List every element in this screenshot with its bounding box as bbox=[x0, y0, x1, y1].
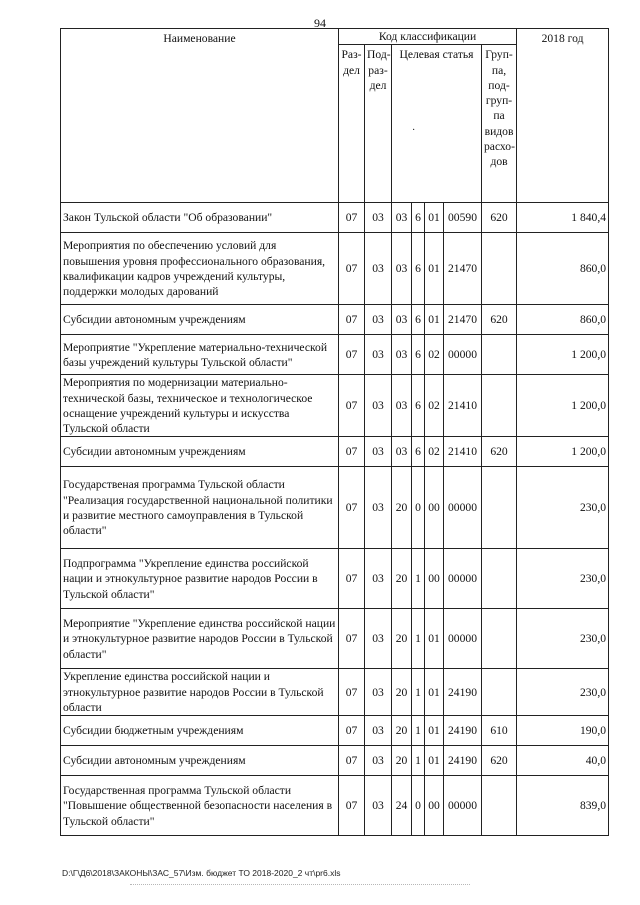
row-event-code: 01 bbox=[425, 203, 444, 233]
table-row bbox=[61, 233, 609, 305]
row-subprogram-code: 6 bbox=[412, 375, 425, 437]
row-name: Мероприятие "Укрепление единства российской нации и этнокультурное развитие народов России в Тульской области" bbox=[61, 609, 339, 669]
row-event-code: 01 bbox=[425, 233, 444, 305]
row-direction-code: 24190 bbox=[444, 669, 482, 716]
page-number: 94 bbox=[314, 16, 326, 30]
row-subprogram-code: 6 bbox=[412, 233, 425, 305]
row-direction-code: 21470 bbox=[444, 233, 482, 305]
row-subprogram-code: 6 bbox=[412, 437, 425, 467]
table-row bbox=[61, 305, 609, 335]
table-body bbox=[61, 203, 609, 836]
header-expense-type: Груп- па, под- груп- па видов расхо- дов bbox=[482, 45, 517, 203]
row-subprogram-code: 1 bbox=[412, 549, 425, 609]
table-row bbox=[61, 467, 609, 549]
row-name: Субсидии автономным учреждениям bbox=[61, 746, 339, 776]
row-program-code: 03 bbox=[392, 437, 412, 467]
row-razdel: 07 bbox=[339, 549, 365, 609]
row-direction-code: 00000 bbox=[444, 609, 482, 669]
row-expense-type bbox=[482, 609, 517, 669]
row-program-code: 03 bbox=[392, 233, 412, 305]
row-name: Субсидии бюджетным учреждениям bbox=[61, 716, 339, 746]
row-expense-type bbox=[482, 669, 517, 716]
row-program-code: 20 bbox=[392, 467, 412, 549]
row-amount: 860,0 bbox=[517, 233, 609, 305]
row-amount: 1 200,0 bbox=[517, 375, 609, 437]
row-direction-code: 00000 bbox=[444, 549, 482, 609]
row-direction-code: 21410 bbox=[444, 375, 482, 437]
row-amount: 230,0 bbox=[517, 549, 609, 609]
row-name: Мероприятие "Укрепление материально-технической базы учреждений культуры Тульской области" bbox=[61, 335, 339, 375]
row-amount: 230,0 bbox=[517, 467, 609, 549]
row-direction-code: 24190 bbox=[444, 746, 482, 776]
table-row bbox=[61, 746, 609, 776]
row-event-code: 01 bbox=[425, 609, 444, 669]
row-expense-type bbox=[482, 549, 517, 609]
header-code-group: Код классификации bbox=[339, 29, 517, 45]
row-podrazdel: 03 bbox=[365, 233, 392, 305]
row-program-code: 03 bbox=[392, 335, 412, 375]
row-podrazdel: 03 bbox=[365, 375, 392, 437]
row-podrazdel: 03 bbox=[365, 305, 392, 335]
header-year: 2018 год bbox=[517, 29, 609, 203]
row-event-code: 02 bbox=[425, 335, 444, 375]
row-amount: 40,0 bbox=[517, 746, 609, 776]
row-amount: 1 840,4 bbox=[517, 203, 609, 233]
row-event-code: 01 bbox=[425, 305, 444, 335]
row-subprogram-code: 6 bbox=[412, 305, 425, 335]
row-name: Государственная программа Тульской области "Повышение общественной безопасности населения в Тульской области" bbox=[61, 776, 339, 836]
row-razdel: 07 bbox=[339, 233, 365, 305]
header-podrazdel: Под- раз- дел bbox=[365, 45, 392, 203]
table-row bbox=[61, 609, 609, 669]
row-razdel: 07 bbox=[339, 669, 365, 716]
table-row bbox=[61, 437, 609, 467]
header-razdel: Раз- дел bbox=[339, 45, 365, 203]
row-event-code: 00 bbox=[425, 549, 444, 609]
row-subprogram-code: 6 bbox=[412, 203, 425, 233]
row-expense-type bbox=[482, 776, 517, 836]
table-row bbox=[61, 716, 609, 746]
row-podrazdel: 03 bbox=[365, 549, 392, 609]
row-podrazdel: 03 bbox=[365, 609, 392, 669]
row-direction-code: 21410 bbox=[444, 437, 482, 467]
row-program-code: 03 bbox=[392, 305, 412, 335]
row-direction-code: 00590 bbox=[444, 203, 482, 233]
row-direction-code: 21470 bbox=[444, 305, 482, 335]
row-name: Закон Тульской области "Об образовании" bbox=[61, 203, 339, 233]
row-name: Субсидии автономным учреждениям bbox=[61, 437, 339, 467]
table-row bbox=[61, 669, 609, 716]
row-program-code: 20 bbox=[392, 669, 412, 716]
row-program-code: 03 bbox=[392, 203, 412, 233]
row-podrazdel: 03 bbox=[365, 203, 392, 233]
row-razdel: 07 bbox=[339, 375, 365, 437]
row-program-code: 20 bbox=[392, 549, 412, 609]
row-event-code: 02 bbox=[425, 437, 444, 467]
table-row bbox=[61, 549, 609, 609]
row-podrazdel: 03 bbox=[365, 716, 392, 746]
row-name: Мероприятия по обеспечению условий для повышения уровня профессионального образования, квалификации кадров учреждений культуры, поддержки молодых дарований bbox=[61, 233, 339, 305]
row-razdel: 07 bbox=[339, 305, 365, 335]
row-expense-type bbox=[482, 233, 517, 305]
row-razdel: 07 bbox=[339, 467, 365, 549]
row-podrazdel: 03 bbox=[365, 467, 392, 549]
row-expense-type: 620 bbox=[482, 203, 517, 233]
header-target-article: Целевая статья bbox=[392, 45, 482, 203]
row-event-code: 00 bbox=[425, 467, 444, 549]
row-expense-type: 620 bbox=[482, 437, 517, 467]
table-row bbox=[61, 335, 609, 375]
row-amount: 1 200,0 bbox=[517, 437, 609, 467]
row-event-code: 02 bbox=[425, 375, 444, 437]
row-program-code: 24 bbox=[392, 776, 412, 836]
row-name: Подпрограмма "Укрепление единства российской нации и этнокультурное развитие народов России в Тульской области" bbox=[61, 549, 339, 609]
row-name: Укрепление единства российской нации и этнокультурное развитие народов России в Тульской области bbox=[61, 669, 339, 716]
row-program-code: 20 bbox=[392, 716, 412, 746]
table-row bbox=[61, 203, 609, 233]
row-name: Субсидии автономным учреждениям bbox=[61, 305, 339, 335]
row-direction-code: 24190 bbox=[444, 716, 482, 746]
row-expense-type: 620 bbox=[482, 746, 517, 776]
row-podrazdel: 03 bbox=[365, 776, 392, 836]
row-amount: 230,0 bbox=[517, 609, 609, 669]
row-amount: 190,0 bbox=[517, 716, 609, 746]
row-podrazdel: 03 bbox=[365, 746, 392, 776]
row-direction-code: 00000 bbox=[444, 776, 482, 836]
row-expense-type bbox=[482, 335, 517, 375]
row-subprogram-code: 0 bbox=[412, 776, 425, 836]
row-subprogram-code: 1 bbox=[412, 716, 425, 746]
row-subprogram-code: 1 bbox=[412, 746, 425, 776]
row-razdel: 07 bbox=[339, 203, 365, 233]
header-name: Наименование bbox=[61, 29, 339, 203]
footer-marks bbox=[130, 884, 470, 887]
row-subprogram-code: 1 bbox=[412, 609, 425, 669]
row-event-code: 00 bbox=[425, 776, 444, 836]
row-amount: 860,0 bbox=[517, 305, 609, 335]
row-razdel: 07 bbox=[339, 746, 365, 776]
row-program-code: 03 bbox=[392, 375, 412, 437]
row-direction-code: 00000 bbox=[444, 335, 482, 375]
row-name: Мероприятия по модернизации материально-технической базы, техническое и технологическое оснащение учреждений культуры и искусства Тульской области bbox=[61, 375, 339, 437]
row-expense-type bbox=[482, 467, 517, 549]
row-expense-type: 610 bbox=[482, 716, 517, 746]
row-subprogram-code: 0 bbox=[412, 467, 425, 549]
row-amount: 839,0 bbox=[517, 776, 609, 836]
row-expense-type: 620 bbox=[482, 305, 517, 335]
row-amount: 1 200,0 bbox=[517, 335, 609, 375]
row-program-code: 20 bbox=[392, 609, 412, 669]
row-direction-code: 00000 bbox=[444, 467, 482, 549]
row-razdel: 07 bbox=[339, 609, 365, 669]
row-expense-type bbox=[482, 375, 517, 437]
row-event-code: 01 bbox=[425, 716, 444, 746]
row-program-code: 20 bbox=[392, 746, 412, 776]
row-amount: 230,0 bbox=[517, 669, 609, 716]
row-razdel: 07 bbox=[339, 437, 365, 467]
table-row bbox=[61, 776, 609, 836]
row-podrazdel: 03 bbox=[365, 669, 392, 716]
table-row bbox=[61, 375, 609, 437]
row-subprogram-code: 6 bbox=[412, 335, 425, 375]
scan-dot: · bbox=[412, 125, 416, 136]
row-event-code: 01 bbox=[425, 746, 444, 776]
row-subprogram-code: 1 bbox=[412, 669, 425, 716]
row-razdel: 07 bbox=[339, 776, 365, 836]
row-podrazdel: 03 bbox=[365, 335, 392, 375]
file-path-footer: D:\Г\Д6\2018\ЗАКОНЫ\ЗАС_57\Изм. бюджет ТО 2018-2020_2 чт\pr6.xls bbox=[62, 868, 341, 878]
row-razdel: 07 bbox=[339, 335, 365, 375]
row-name: Государственая программа Тульской области "Реализация государственной национальной политики и развитие местного самоуправления в Тульской области" bbox=[61, 467, 339, 549]
row-event-code: 01 bbox=[425, 669, 444, 716]
budget-table bbox=[60, 28, 609, 836]
row-podrazdel: 03 bbox=[365, 437, 392, 467]
row-razdel: 07 bbox=[339, 716, 365, 746]
